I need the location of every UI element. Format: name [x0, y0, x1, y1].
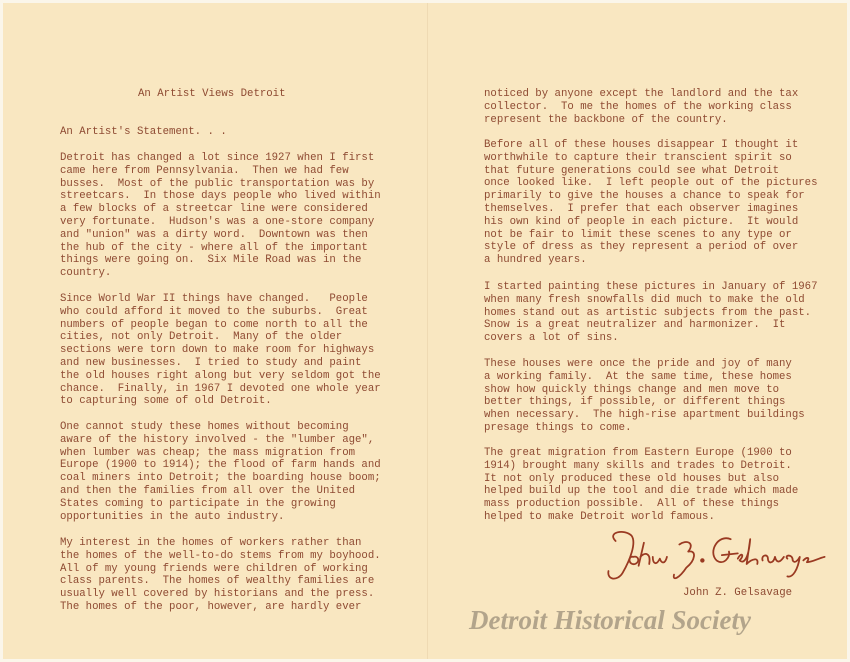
text-line: chance. Finally, in 1967 I devoted one whole year: [60, 382, 381, 395]
text-line: sections were torn down to make room for highways: [60, 344, 375, 357]
right-paragraph: [484, 139, 818, 267]
right-paragraph: [484, 358, 805, 435]
text-line: noticed by anyone except the landlord and the tax: [484, 88, 799, 100]
right-paragraph: [484, 281, 818, 345]
text-line: usually well covered by historians and the press.: [60, 588, 375, 601]
text-line: not be fair to limit these scenes to any type or: [484, 228, 792, 241]
text-line: streetcars. In those days people who lived within: [60, 190, 381, 203]
typed-name: John Z. Gelsavage: [683, 587, 793, 599]
text-line: covers a lot of sins.: [484, 332, 619, 345]
text-line: primarily to give the houses a chance to speak for: [484, 190, 805, 203]
text-line: homes stand out as artistic subjects from the past.: [484, 306, 812, 319]
right-paragraph: [484, 88, 798, 126]
handwritten-signature: [583, 525, 843, 587]
text-line: helped to make Detroit world famous.: [484, 510, 715, 523]
left-paragraph: [60, 152, 381, 280]
text-line: My interest in the homes of workers rather than: [60, 537, 362, 549]
text-line: and then the families from all over the United: [60, 484, 356, 497]
document-title: An Artist Views Detroit: [138, 88, 286, 100]
text-line: States coming to participate in the growing: [60, 497, 336, 510]
text-line: The great migration from Eastern Europe (1900 to: [484, 447, 792, 459]
text-line: when many fresh snowfalls did much to make the old: [484, 293, 805, 306]
text-line: mass production possible. All of these things: [484, 498, 780, 511]
text-line: Since World War II things have changed. People: [60, 293, 368, 305]
text-line: It not only produced these old houses but also: [484, 472, 780, 485]
text-line: Snow is a great neutralizer and harmonizer. It: [484, 319, 786, 332]
text-line: once looked like. I left people out of the pictures: [484, 177, 818, 190]
statement-heading: An Artist's Statement. . .: [60, 126, 227, 138]
text-line: who could afford it moved to the suburbs. Great: [60, 305, 368, 318]
text-line: to capturing some of old Detroit.: [60, 395, 272, 408]
text-line: style of dress as they represent a period of over: [484, 241, 799, 254]
text-line: The homes of the poor, however, are hardly ever: [60, 600, 362, 613]
text-line: These houses were once the pride and joy of many: [484, 358, 792, 370]
text-line: Before all of these houses disappear I thought it: [484, 139, 799, 151]
left-paragraph: [60, 421, 381, 523]
text-line: a working family. At the same time, these homes: [484, 370, 792, 383]
text-line: collector. To me the homes of the working class: [484, 100, 792, 113]
text-line: coal miners into Detroit; the boarding house boom;: [60, 472, 381, 485]
text-line: 1914) brought many skills and trades to Detroit.: [484, 459, 792, 472]
text-line: Detroit has changed a lot since 1927 when I first: [60, 152, 375, 164]
text-line: the old houses right along but very seldom got the: [60, 369, 381, 382]
text-line: cities, not only Detroit. Many of the older: [60, 331, 343, 344]
text-line: that future generations could see what Detroit: [484, 164, 780, 177]
text-line: when lumber was cheap; the mass migration from: [60, 446, 356, 459]
text-line: the hub of the city - where all of the important: [60, 241, 368, 254]
text-line: show how quickly things change and men move to: [484, 383, 780, 396]
text-line: themselves. I prefer that each observer imagines: [484, 202, 799, 215]
text-line: opportunities in the auto industry.: [60, 510, 285, 523]
text-line: presage things to come.: [484, 421, 632, 434]
text-line: helped build up the tool and die trade which made: [484, 485, 799, 498]
text-line: a hundred years.: [484, 254, 587, 267]
text-line: numbers of people began to come north to all the: [60, 318, 368, 331]
text-line: country.: [60, 267, 112, 280]
right-paragraph: [484, 447, 798, 524]
text-line: I started painting these pictures in January of 1967: [484, 281, 818, 293]
text-line: very fortunate. Hudson's was a one-store company: [60, 215, 375, 228]
text-line: things were going on. Six Mile Road was in the: [60, 254, 362, 267]
text-line: worthwhile to capture their transcient spirit so: [484, 151, 792, 164]
document-page: [3, 3, 847, 659]
watermark: Detroit Historical Society: [469, 605, 751, 635]
text-line: represent the backbone of the country.: [484, 113, 728, 126]
page-fold: [427, 3, 428, 659]
text-line: when necessary. The high-rise apartment buildings: [484, 409, 805, 422]
text-line: and new businesses. I tried to study and paint: [60, 356, 362, 369]
left-paragraph: [60, 537, 381, 614]
text-line: aware of the history involved - the "lumber age",: [60, 433, 375, 446]
text-line: Europe (1900 to 1914); the flood of farm hands and: [60, 459, 381, 472]
text-line: better things, if possible, or different things: [484, 396, 786, 409]
text-line: a few blocks of a streetcar line were considered: [60, 203, 368, 216]
text-line: the homes of the well-to-do stems from my boyhood.: [60, 549, 381, 562]
text-line: class parents. The homes of wealthy families are: [60, 575, 375, 588]
text-line: and "union" was a dirty word. Downtown was then: [60, 228, 368, 241]
text-line: All of my young friends were children of working: [60, 562, 368, 575]
left-paragraph: [60, 293, 381, 408]
text-line: his own kind of people in each picture. It would: [484, 215, 799, 228]
text-line: busses. Most of the public transportation was by: [60, 177, 375, 190]
text-line: One cannot study these homes without becoming: [60, 421, 349, 433]
text-line: came here from Pennsylvania. Then we had few: [60, 164, 349, 177]
